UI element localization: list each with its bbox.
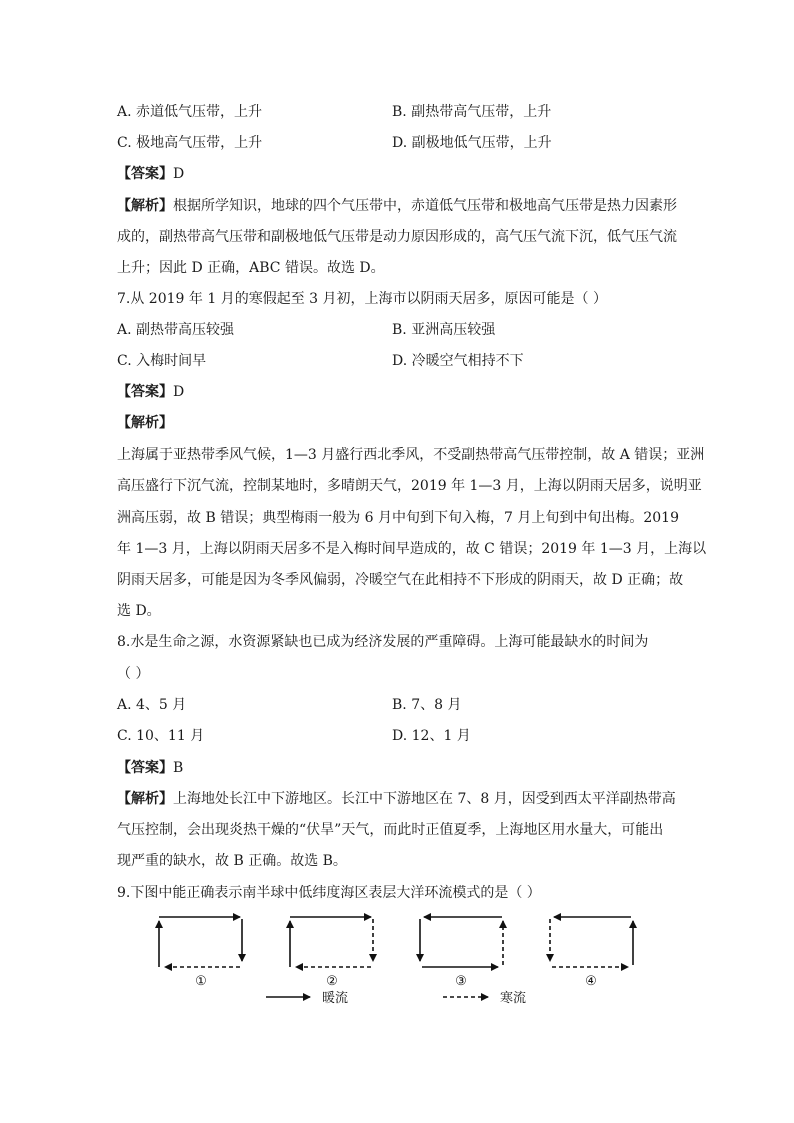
answer-tag: 【答案】 [117, 166, 173, 182]
option-d: D. 副极地低气压带，上升 [392, 135, 552, 151]
answer-line [117, 382, 184, 402]
option-b: B. 7、8 月 [392, 697, 462, 713]
analysis-text: 根据所学知识，地球的四个气压带中，赤道低气压带和极地高气压带是热力因素形 [173, 198, 677, 214]
option-c: C. 极地高气压带，上升 [117, 135, 263, 151]
answer-line [117, 758, 183, 778]
question-7-stem: 7.从 2019 年 1 月的寒假起至 3 月初，上海市以阴雨天居多，原因可能是（ ） [117, 291, 607, 307]
legend-warm-label: 暖流 [322, 991, 349, 1006]
circulation-diagram-4 [550, 917, 633, 967]
analysis-text: 成的，副热带高气压带和副极地低气压带是动力原因形成的，高气压气流下沉，低气压气流 [117, 229, 677, 245]
answer-value: D [173, 384, 185, 400]
option-d: D. 12、1 月 [392, 728, 471, 744]
answer-value: B [173, 760, 184, 776]
option-c: C. 入梅时间早 [117, 353, 207, 369]
answer-tag: 【答案】 [117, 384, 173, 400]
figure-label-2: ② [326, 974, 338, 989]
answer-value: D [173, 166, 185, 182]
option-b: B. 副热带高气压带，上升 [392, 104, 552, 120]
figure-label-3: ③ [455, 974, 467, 989]
analysis-text: 现严重的缺水，故 B 正确。故选 B。 [117, 853, 347, 869]
option-b: B. 亚洲高压较强 [392, 322, 496, 338]
circulation-diagram-3 [420, 917, 503, 967]
answer-tag: 【答案】 [117, 760, 173, 776]
question-8-stem: 8.水是生命之源，水资源紧缺也已成为经济发展的严重障碍。上海可能最缺水的时间为 [117, 634, 649, 650]
option-c: C. 10、11 月 [117, 728, 205, 744]
figure-label-1: ① [195, 974, 207, 989]
question-9-stem: 9.下图中能正确表示南半球中低纬度海区表层大洋环流模式的是（ ） [117, 885, 541, 901]
option-a: A. 赤道低气压带，上升 [117, 104, 263, 120]
circulation-diagram-2 [290, 917, 373, 967]
analysis-text: 气压控制，会出现炎热干燥的“伏旱”天气，而此时正值夏季，上海地区用水量大，可能出 [117, 822, 664, 838]
answer-line [117, 164, 184, 184]
legend-cold-label: 寒流 [500, 991, 527, 1006]
ocean-circulation-figure [140, 905, 660, 1015]
analysis-tag [117, 413, 173, 433]
analysis-text: 阴雨天居多，可能是因为冬季风偏弱，冷暖空气在此相持不下形成的阴雨天，故 D 正确；故 [117, 572, 684, 588]
analysis-text: 高压盛行下沉气流，控制某地时，多晴朗天气，2019 年 1—3 月，上海以阴雨天居多，说明亚 [117, 478, 702, 494]
analysis-text: 选 D。 [117, 603, 161, 619]
analysis-tag-text: 【解析】 [117, 415, 173, 431]
analysis-text: 上海属于亚热带季风气候，1—3 月盛行西北季风，不受副热带高气压带控制，故 A 错误；亚洲 [117, 447, 705, 463]
analysis-text: 上升；因此 D 正确，ABC 错误。故选 D。 [117, 260, 385, 276]
question-8-paren: （ ） [117, 666, 150, 682]
circulation-diagram-1 [159, 917, 242, 967]
analysis-line [117, 789, 676, 809]
analysis-text: 洲高压弱，故 B 错误；典型梅雨一般为 6 月中旬到下旬入梅，7 月上旬到中旬出梅。2019 [117, 510, 679, 526]
option-a: A. 4、5 月 [117, 697, 187, 713]
option-d: D. 冷暖空气相持不下 [392, 353, 524, 369]
analysis-tag: 【解析】 [117, 791, 173, 807]
analysis-text: 上海地处长江中下游地区。长江中下游地区在 7、8 月，因受到西太平洋副热带高 [173, 791, 676, 807]
analysis-line [117, 196, 677, 216]
analysis-text: 年 1—3 月，上海以阴雨天居多不是入梅时间早造成的，故 C 错误；2019 年 1—3 月，上海以 [117, 541, 707, 557]
option-a: A. 副热带高压较强 [117, 322, 235, 338]
figure-label-4: ④ [585, 974, 597, 989]
analysis-tag: 【解析】 [117, 198, 173, 214]
